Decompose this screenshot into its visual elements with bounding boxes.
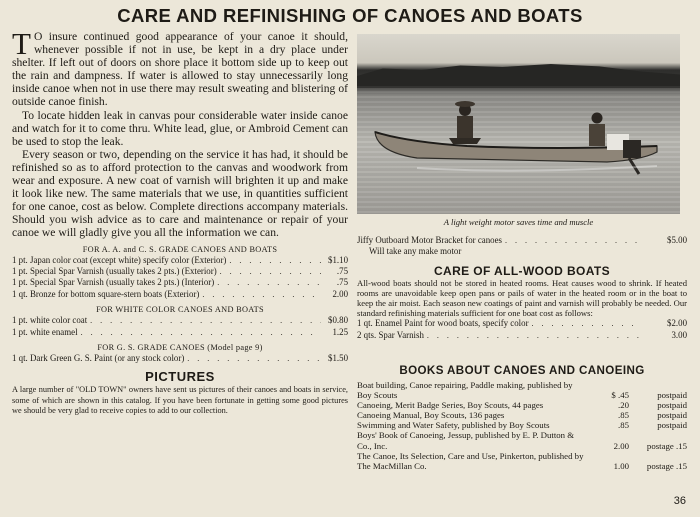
book-row: The Canoe, Its Selection, Care and Use, Pinkerton, published by The MacMillan Co. 1.00 postage .15 bbox=[357, 450, 687, 471]
canoe-illustration bbox=[357, 34, 680, 214]
price-row: 2 qts. Spar Varnish . . . 3.00 bbox=[357, 330, 687, 341]
price-row: 1 pt. Japan color coat (except white) specify color (Exterior) . . . $1.10 bbox=[12, 255, 348, 266]
pictures-text: A large number of "OLD TOWN" owners have sent us pictures of their canoes and boats in service, some of which are shown in this catalog. If you have been fortunate in getting some good pictures we should be very glad to receive copies to add to our collection. bbox=[12, 385, 348, 415]
books-heading: BOOKS ABOUT CANOES AND CANOEING bbox=[399, 364, 645, 377]
photo-caption: A light weight motor saves time and muscle bbox=[443, 217, 594, 227]
price-row: 1 pt. white color coat . . . $0.80 bbox=[12, 315, 348, 326]
book-row: Canoeing Manual, Boy Scouts, 136 pages .85 postpaid bbox=[357, 410, 687, 421]
intro-paragraph-3: Every season or two, depending on the service it has had, it should be refinished so as to afford protection to the canvas and woodwork from wear and exposure. A new coat of varnish will brighten it up and make it look like new. The same materials that we use, in quantities sufficient for one canoe, cost as below. Complete directions accompany materials. Should you wish advice as to care and maintenance or repair of your canoe we will gladly give you all the information we can. bbox=[12, 147, 348, 240]
price-row: 1 qt. Enamel Paint for wood boats, specify color . . . $2.00 bbox=[357, 318, 687, 329]
books-list bbox=[357, 380, 687, 471]
intro-paragraph-2: To locate hidden leak in canvas pour considerable water inside canoe and watch for it to come thru. White lead, glue, or Ambroid Cement can be used to stop the leak. bbox=[12, 108, 348, 148]
gs-heading: FOR G. S. GRADE CANOES (Model page 9) bbox=[97, 342, 263, 352]
price-row: Jiffy Outboard Motor Bracket for canoes . . . $5.00 bbox=[357, 235, 687, 246]
price-row: 1 pt. Special Spar Varnish (usually takes 2 pts.) (Interior) . . . .75 bbox=[12, 277, 348, 288]
price-row: 1 qt. Bronze for bottom square-stern boats (Exterior) . . . 2.00 bbox=[12, 289, 348, 300]
pictures-heading: PICTURES bbox=[145, 369, 215, 385]
canoe-photo bbox=[357, 34, 680, 214]
books-section bbox=[357, 364, 687, 471]
page-number: 36 bbox=[673, 495, 686, 507]
grade-ac-heading: FOR A. A. and C. S. GRADE CANOES AND BOATS bbox=[82, 244, 278, 254]
page-title: CARE AND REFINISHING OF CANOES AND BOATS bbox=[117, 5, 583, 26]
grade-ac-price-list bbox=[12, 255, 348, 301]
white-price-list bbox=[12, 315, 348, 338]
all-wood-heading: CARE OF ALL-WOOD BOATS bbox=[433, 264, 611, 278]
intro-paragraph-1 bbox=[12, 26, 348, 109]
gs-price-list bbox=[12, 353, 348, 364]
intro-text bbox=[12, 26, 348, 240]
all-wood-section bbox=[357, 264, 687, 341]
motor-bracket-note: Will take any make motor bbox=[369, 246, 462, 257]
all-wood-text: All-wood boats should not be stored in heated rooms. Heat causes wood to shrink. If heated rooms are unavoidable keep open pans or pails of water in the heated room or in the boat to keep the air moist. Each season new coatings of paint and varnish will probably be needed. Our standard refinishing materials sufficient for one boat cost as follows: bbox=[357, 278, 687, 319]
book-row: Swimming and Water Safety, published by Boy Scouts .85 postpaid bbox=[357, 420, 687, 431]
price-row: 1 pt. white enamel . . . 1.25 bbox=[12, 327, 348, 338]
price-row: 1 qt. Dark Green G. S. Paint (or any stock color) . . . $1.50 bbox=[12, 353, 348, 364]
white-heading: FOR WHITE COLOR CANOES AND BOATS bbox=[96, 305, 264, 315]
book-row: Canoeing, Merit Badge Series, Boy Scouts, 44 pages .20 postpaid bbox=[357, 400, 687, 411]
book-row: Boat building, Canoe repairing, Paddle making, published by Boy Scouts $ .45 postpaid bbox=[357, 380, 687, 401]
motor-bracket-listing bbox=[357, 235, 687, 256]
left-column bbox=[12, 26, 348, 416]
price-row: 1 pt. Special Spar Varnish (usually takes 2 pts.) (Exterior) . . . .75 bbox=[12, 266, 348, 277]
intro-paragraph-1-text: O insure continued good appearance of your canoe it should, whenever possible if not in use, be kept in a dry place under shelter. If left out of doors on shore place it bottom side up to keep out the rain and dampness. If water is allowed to stay unnecessarily long inside canoe when not in use there may result sweating and blistering of outside canoe finish. bbox=[12, 30, 348, 109]
book-row: Boys' Book of Canoeing, Jessup, published by E. P. Dutton & Co., Inc. 2.00 postage .15 bbox=[357, 430, 687, 451]
drop-cap: T bbox=[12, 26, 31, 61]
